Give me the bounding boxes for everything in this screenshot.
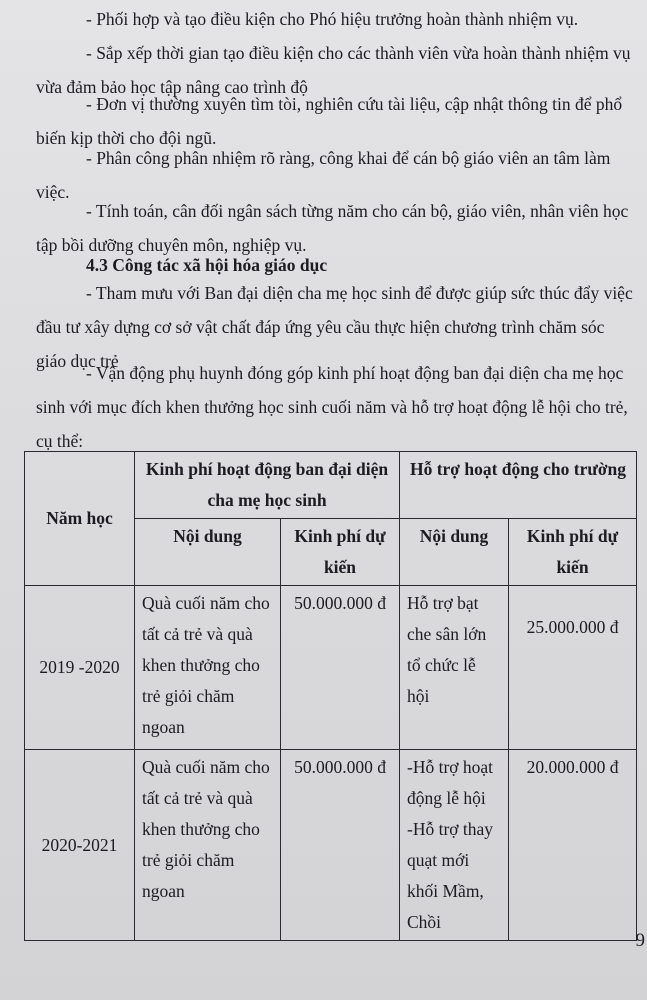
budget-cell: 50.000.000 đ [281, 586, 400, 750]
budget-table [24, 451, 637, 941]
content-cell: Hỗ trợ bạt che sân lớn tổ chức lễ hội [400, 586, 509, 750]
paragraph: - Sắp xếp thời gian tạo điều kiện cho các thành viên vừa hoàn thành nhiệm vụ vừa đảm bảo học tập nâng cao trình độ [36, 43, 631, 97]
budget-cell: 20.000.000 đ [509, 750, 637, 941]
page-number: 9 [635, 930, 645, 951]
content-cell [400, 750, 509, 941]
table-row [25, 750, 637, 941]
paragraph: - Tham mưu với Ban đại diện cha mẹ học sinh để được giúp sức thúc đẩy việc đầu tư xây dựng cơ sở vật chất đáp ứng yêu cầu thực hiện chương trình chăm sóc giáo dục trẻ [36, 283, 633, 371]
content-header: Nội dung [400, 519, 509, 586]
year-cell: 2020-2021 [25, 750, 135, 941]
content-line: -Hỗ trợ hoạt động lễ hội [407, 757, 494, 808]
content-cell: Quà cuối năm cho tất cả trẻ và quà khen thưởng cho trẻ giỏi chăm ngoan [135, 750, 281, 941]
parents-board-header: Kinh phí hoạt động ban đại diện cha mẹ học sinh [135, 452, 400, 519]
content-line: -Hỗ trợ thay quạt mới khối Mầm, Chồi [407, 819, 494, 932]
content-cell: Quà cuối năm cho tất cả trẻ và quà khen thưởng cho trẻ giỏi chăm ngoan [135, 586, 281, 750]
budget-cell: 50.000.000 đ [281, 750, 400, 941]
paragraph: - Phối hợp và tạo điều kiện cho Phó hiệu trưởng hoàn thành nhiệm vụ. [86, 9, 579, 29]
budget-header: Kinh phí dự kiến [509, 519, 637, 586]
year-header: Năm học [25, 452, 135, 586]
school-support-header: Hỗ trợ hoạt động cho trường [400, 452, 637, 519]
budget-header: Kinh phí dự kiến [281, 519, 400, 586]
paragraph: - Tính toán, cân đối ngân sách từng năm cho cán bộ, giáo viên, nhân viên học tập bồi dưỡng chuyên môn, nghiệp vụ. [36, 201, 629, 255]
paragraph: - Vận động phụ huynh đóng góp kinh phí hoạt động ban đại diện cha mẹ học sinh với mục đích khen thưởng học sinh cuối năm và hỗ trợ hoạt động lễ hội cho trẻ, cụ thể: [36, 363, 628, 451]
table-row [25, 586, 637, 750]
content-header: Nội dung [135, 519, 281, 586]
year-cell: 2019 -2020 [25, 586, 135, 750]
paragraph: - Phân công phân nhiệm rõ ràng, công khai để cán bộ giáo viên an tâm làm việc. [36, 148, 611, 202]
table-header-row [25, 452, 637, 519]
section-heading: 4.3 Công tác xã hội hóa giáo dục [86, 255, 328, 275]
budget-cell: 25.000.000 đ [509, 586, 637, 750]
paragraph: - Đơn vị thường xuyên tìm tòi, nghiên cứu tài liệu, cập nhật thông tin để phổ biến kịp thời cho đội ngũ. [36, 94, 623, 148]
